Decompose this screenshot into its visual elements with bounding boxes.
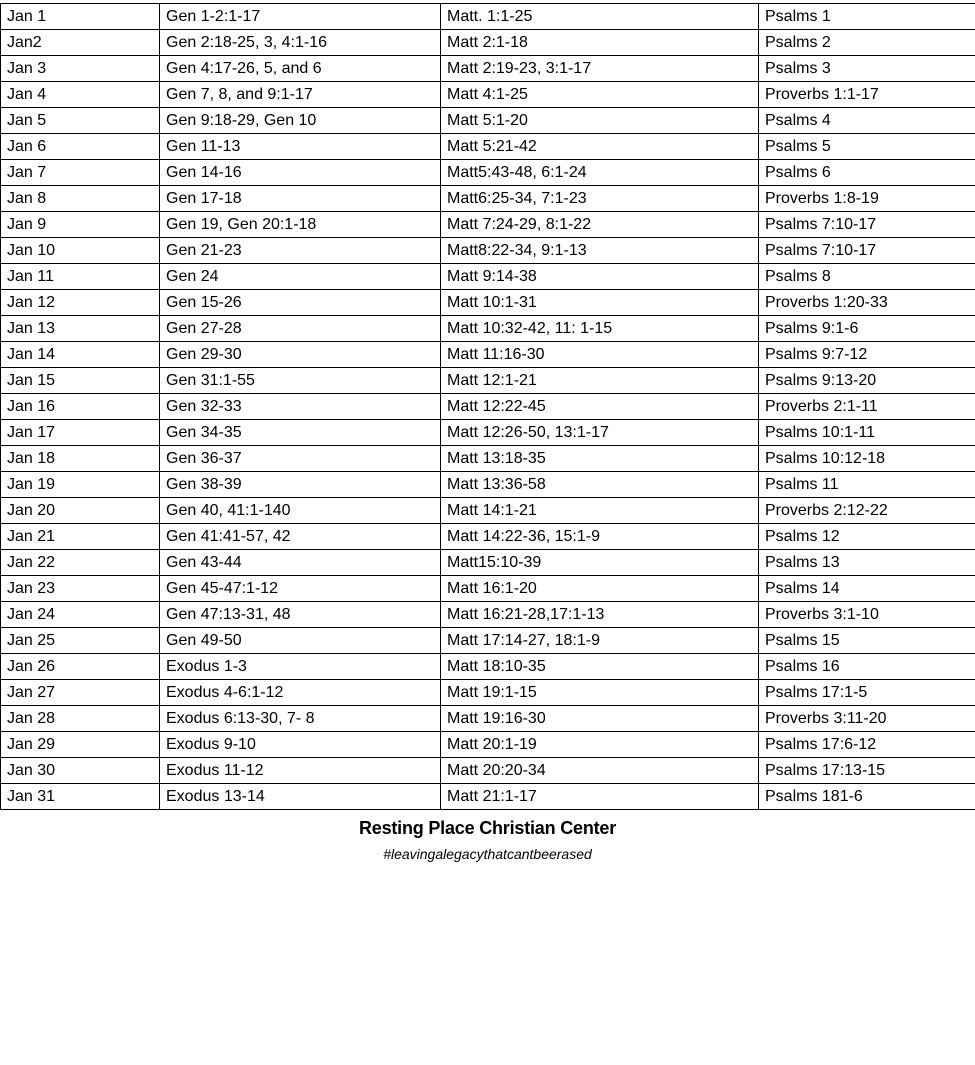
gospel-cell: Matt 20:1-19 <box>441 732 759 758</box>
table-row <box>1 628 975 654</box>
table-row <box>1 134 975 160</box>
old-testament-cell: Gen 14-16 <box>160 160 441 186</box>
date-cell: Jan 7 <box>1 160 160 186</box>
date-cell: Jan 20 <box>1 498 160 524</box>
gospel-cell: Matt 16:21-28,17:1-13 <box>441 602 759 628</box>
date-cell: Jan 13 <box>1 316 160 342</box>
gospel-cell: Matt5:43-48, 6:1-24 <box>441 160 759 186</box>
date-cell: Jan 27 <box>1 680 160 706</box>
psalms-proverbs-cell: Psalms 7:10-17 <box>759 212 975 238</box>
psalms-proverbs-cell: Psalms 1 <box>759 4 975 30</box>
old-testament-cell: Gen 32-33 <box>160 394 441 420</box>
date-cell: Jan 31 <box>1 784 160 810</box>
psalms-proverbs-cell: Psalms 9:1-6 <box>759 316 975 342</box>
psalms-proverbs-cell: Psalms 17:6-12 <box>759 732 975 758</box>
organization-name: Resting Place Christian Center <box>358 818 617 838</box>
psalms-proverbs-cell: Psalms 17:1-5 <box>759 680 975 706</box>
gospel-cell: Matt 19:1-15 <box>441 680 759 706</box>
psalms-proverbs-cell: Psalms 7:10-17 <box>759 238 975 264</box>
psalms-proverbs-cell: Psalms 6 <box>759 160 975 186</box>
psalms-proverbs-cell: Psalms 10:1-11 <box>759 420 975 446</box>
gospel-cell: Matt8:22-34, 9:1-13 <box>441 238 759 264</box>
gospel-cell: Matt 5:21-42 <box>441 134 759 160</box>
table-row <box>1 706 975 732</box>
old-testament-cell: Gen 45-47:1-12 <box>160 576 441 602</box>
old-testament-cell: Exodus 6:13-30, 7- 8 <box>160 706 441 732</box>
old-testament-cell: Gen 29-30 <box>160 342 441 368</box>
gospel-cell: Matt 19:16-30 <box>441 706 759 732</box>
old-testament-cell: Gen 47:13-31, 48 <box>160 602 441 628</box>
old-testament-cell: Gen 40, 41:1-140 <box>160 498 441 524</box>
table-row <box>1 420 975 446</box>
table-row <box>1 56 975 82</box>
hashtag: #leavingalegacythatcantbeerased <box>383 846 592 862</box>
old-testament-cell: Gen 27-28 <box>160 316 441 342</box>
gospel-cell: Matt 7:24-29, 8:1-22 <box>441 212 759 238</box>
old-testament-cell: Gen 19, Gen 20:1-18 <box>160 212 441 238</box>
gospel-cell: Matt 2:1-18 <box>441 30 759 56</box>
psalms-proverbs-cell: Proverbs 3:11-20 <box>759 706 975 732</box>
gospel-cell: Matt 18:10-35 <box>441 654 759 680</box>
psalms-proverbs-cell: Psalms 2 <box>759 30 975 56</box>
psalms-proverbs-cell: Psalms 15 <box>759 628 975 654</box>
gospel-cell: Matt 2:19-23, 3:1-17 <box>441 56 759 82</box>
table-row <box>1 368 975 394</box>
table-row <box>1 784 975 810</box>
old-testament-cell: Gen 31:1-55 <box>160 368 441 394</box>
table-row <box>1 342 975 368</box>
psalms-proverbs-cell: Psalms 11 <box>759 472 975 498</box>
gospel-cell: Matt. 1:1-25 <box>441 4 759 30</box>
gospel-cell: Matt 10:32-42, 11: 1-15 <box>441 316 759 342</box>
gospel-cell: Matt 17:14-27, 18:1-9 <box>441 628 759 654</box>
table-row <box>1 108 975 134</box>
old-testament-cell: Gen 7, 8, and 9:1-17 <box>160 82 441 108</box>
table-row <box>1 732 975 758</box>
old-testament-cell: Gen 2:18-25, 3, 4:1-16 <box>160 30 441 56</box>
psalms-proverbs-cell: Psalms 9:13-20 <box>759 368 975 394</box>
table-row <box>1 654 975 680</box>
table-row <box>1 446 975 472</box>
table-row <box>1 576 975 602</box>
gospel-cell: Matt 12:22-45 <box>441 394 759 420</box>
gospel-cell: Matt 9:14-38 <box>441 264 759 290</box>
gospel-cell: Matt 12:26-50, 13:1-17 <box>441 420 759 446</box>
table-row <box>1 238 975 264</box>
gospel-cell: Matt 14:22-36, 15:1-9 <box>441 524 759 550</box>
old-testament-cell: Gen 21-23 <box>160 238 441 264</box>
table-row <box>1 394 975 420</box>
date-cell: Jan 12 <box>1 290 160 316</box>
old-testament-cell: Gen 4:17-26, 5, and 6 <box>160 56 441 82</box>
old-testament-cell: Exodus 4-6:1-12 <box>160 680 441 706</box>
old-testament-cell: Gen 17-18 <box>160 186 441 212</box>
table-row <box>1 290 975 316</box>
date-cell: Jan 26 <box>1 654 160 680</box>
psalms-proverbs-cell: Proverbs 3:1-10 <box>759 602 975 628</box>
psalms-proverbs-cell: Psalms 13 <box>759 550 975 576</box>
old-testament-cell: Exodus 11-12 <box>160 758 441 784</box>
psalms-proverbs-cell: Psalms 8 <box>759 264 975 290</box>
old-testament-cell: Exodus 13-14 <box>160 784 441 810</box>
table-row <box>1 212 975 238</box>
gospel-cell: Matt 12:1-21 <box>441 368 759 394</box>
psalms-proverbs-cell: Psalms 14 <box>759 576 975 602</box>
reading-plan-table <box>0 3 975 810</box>
old-testament-cell: Gen 43-44 <box>160 550 441 576</box>
old-testament-cell: Gen 49-50 <box>160 628 441 654</box>
date-cell: Jan2 <box>1 30 160 56</box>
date-cell: Jan 16 <box>1 394 160 420</box>
date-cell: Jan 14 <box>1 342 160 368</box>
old-testament-cell: Gen 36-37 <box>160 446 441 472</box>
date-cell: Jan 17 <box>1 420 160 446</box>
psalms-proverbs-cell: Psalms 4 <box>759 108 975 134</box>
date-cell: Jan 21 <box>1 524 160 550</box>
table-row <box>1 602 975 628</box>
psalms-proverbs-cell: Psalms 3 <box>759 56 975 82</box>
date-cell: Jan 22 <box>1 550 160 576</box>
table-row <box>1 524 975 550</box>
table-row <box>1 472 975 498</box>
table-row <box>1 758 975 784</box>
psalms-proverbs-cell: Proverbs 2:1-11 <box>759 394 975 420</box>
old-testament-cell: Gen 41:41-57, 42 <box>160 524 441 550</box>
psalms-proverbs-cell: Proverbs 1:1-17 <box>759 82 975 108</box>
old-testament-cell: Exodus 9-10 <box>160 732 441 758</box>
table-row <box>1 30 975 56</box>
table-row <box>1 160 975 186</box>
table-row <box>1 82 975 108</box>
old-testament-cell: Exodus 1-3 <box>160 654 441 680</box>
table-row <box>1 498 975 524</box>
reading-plan-body <box>1 4 975 810</box>
date-cell: Jan 23 <box>1 576 160 602</box>
date-cell: Jan 5 <box>1 108 160 134</box>
gospel-cell: Matt 14:1-21 <box>441 498 759 524</box>
date-cell: Jan 8 <box>1 186 160 212</box>
old-testament-cell: Gen 34-35 <box>160 420 441 446</box>
gospel-cell: Matt 13:18-35 <box>441 446 759 472</box>
psalms-proverbs-cell: Psalms 5 <box>759 134 975 160</box>
date-cell: Jan 9 <box>1 212 160 238</box>
gospel-cell: Matt 21:1-17 <box>441 784 759 810</box>
old-testament-cell: Gen 38-39 <box>160 472 441 498</box>
gospel-cell: Matt 10:1-31 <box>441 290 759 316</box>
table-row <box>1 264 975 290</box>
date-cell: Jan 4 <box>1 82 160 108</box>
gospel-cell: Matt 13:36-58 <box>441 472 759 498</box>
date-cell: Jan 3 <box>1 56 160 82</box>
table-row <box>1 680 975 706</box>
date-cell: Jan 6 <box>1 134 160 160</box>
date-cell: Jan 29 <box>1 732 160 758</box>
gospel-cell: Matt 16:1-20 <box>441 576 759 602</box>
old-testament-cell: Gen 1-2:1-17 <box>160 4 441 30</box>
date-cell: Jan 24 <box>1 602 160 628</box>
old-testament-cell: Gen 9:18-29, Gen 10 <box>160 108 441 134</box>
date-cell: Jan 10 <box>1 238 160 264</box>
table-row <box>1 4 975 30</box>
psalms-proverbs-cell: Proverbs 1:8-19 <box>759 186 975 212</box>
psalms-proverbs-cell: Psalms 181-6 <box>759 784 975 810</box>
gospel-cell: Matt 5:1-20 <box>441 108 759 134</box>
date-cell: Jan 25 <box>1 628 160 654</box>
psalms-proverbs-cell: Psalms 16 <box>759 654 975 680</box>
gospel-cell: Matt6:25-34, 7:1-23 <box>441 186 759 212</box>
gospel-cell: Matt 4:1-25 <box>441 82 759 108</box>
psalms-proverbs-cell: Psalms 9:7-12 <box>759 342 975 368</box>
table-row <box>1 316 975 342</box>
table-row <box>1 186 975 212</box>
date-cell: Jan 19 <box>1 472 160 498</box>
table-row <box>1 550 975 576</box>
date-cell: Jan 15 <box>1 368 160 394</box>
date-cell: Jan 11 <box>1 264 160 290</box>
psalms-proverbs-cell: Psalms 17:13-15 <box>759 758 975 784</box>
psalms-proverbs-cell: Psalms 12 <box>759 524 975 550</box>
date-cell: Jan 18 <box>1 446 160 472</box>
date-cell: Jan 28 <box>1 706 160 732</box>
date-cell: Jan 30 <box>1 758 160 784</box>
psalms-proverbs-cell: Proverbs 1:20-33 <box>759 290 975 316</box>
old-testament-cell: Gen 11-13 <box>160 134 441 160</box>
gospel-cell: Matt15:10-39 <box>441 550 759 576</box>
gospel-cell: Matt 11:16-30 <box>441 342 759 368</box>
gospel-cell: Matt 20:20-34 <box>441 758 759 784</box>
date-cell: Jan 1 <box>1 4 160 30</box>
psalms-proverbs-cell: Psalms 10:12-18 <box>759 446 975 472</box>
psalms-proverbs-cell: Proverbs 2:12-22 <box>759 498 975 524</box>
old-testament-cell: Gen 15-26 <box>160 290 441 316</box>
old-testament-cell: Gen 24 <box>160 264 441 290</box>
